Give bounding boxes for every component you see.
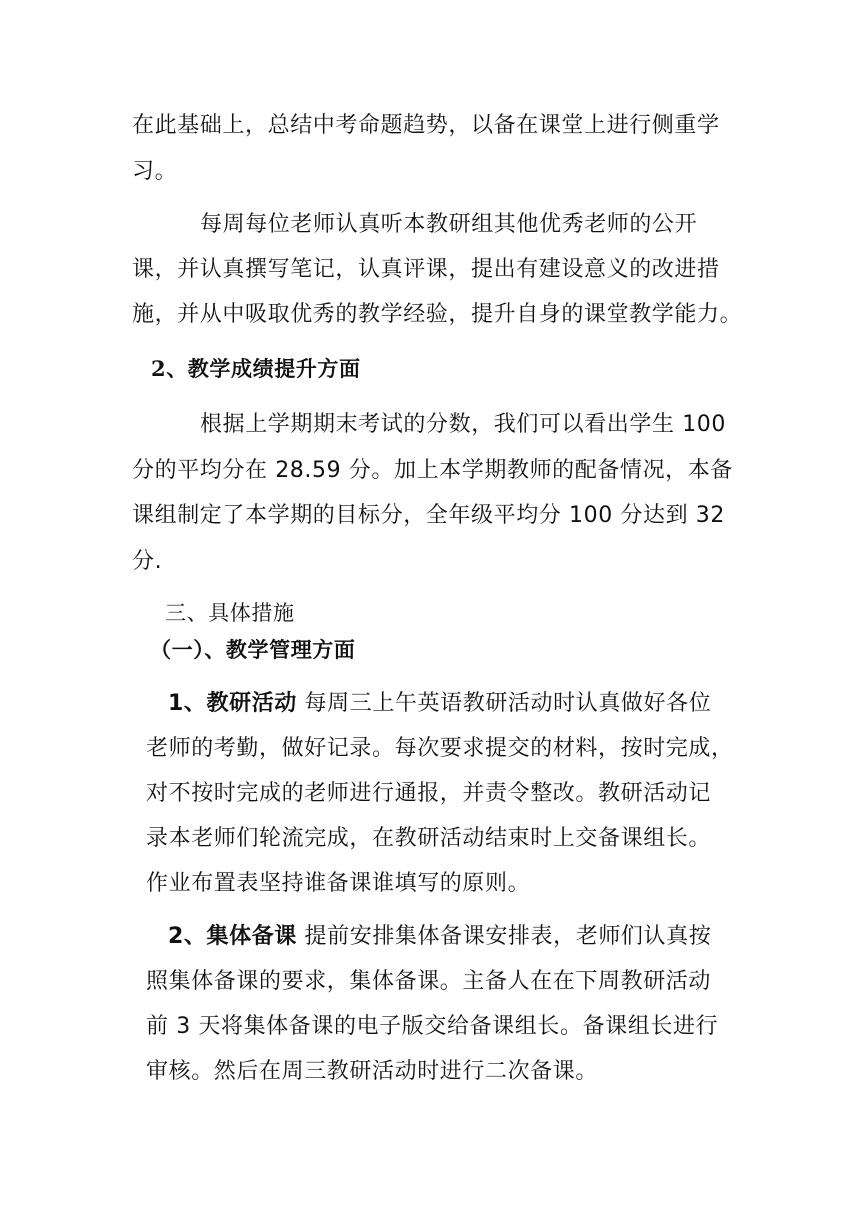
paragraph-2-line-3: 施，并从中吸取优秀的教学经验，提升自身的课堂教学能力。 xyxy=(132,302,743,327)
item-1-line-4: 录本老师们轮流完成，在教研活动结束时上交备课组长。 xyxy=(146,826,712,851)
item-2-line-3: 前 3 天将集体备课的电子版交给备课组长。备课组长进行 xyxy=(146,1014,719,1039)
item-1-line-2: 老师的考勤，做好记录。每次要求提交的材料，按时完成， xyxy=(146,736,734,761)
item-1-line-5: 作业布置表坚持谁备课谁填写的原则。 xyxy=(146,871,531,896)
paragraph-2-line-1: 每周每位老师认真听本教研组其他优秀老师的公开 xyxy=(200,212,698,237)
item-1-line-1 xyxy=(168,689,711,719)
item-1-line-3: 对不按时完成的老师进行通报，并责令整改。教研活动记 xyxy=(146,781,712,806)
section-heading-management: （一）、教学管理方面 xyxy=(150,637,356,662)
item-2-line-4: 审核。然后在周三教研活动时进行二次备课。 xyxy=(146,1059,599,1084)
item-2-line-1-rest: 提前安排集体备课安排表，老师们认真按 xyxy=(304,924,712,949)
item-2-line-1 xyxy=(168,922,711,952)
item-2-lead: 2、集体备课 xyxy=(168,924,297,949)
item-1-lead: 1、教研活动 xyxy=(168,691,297,716)
item-1-line-1-rest: 每周三上午英语教研活动时认真做好各位 xyxy=(304,691,712,716)
paragraph-3-line-1: 根据上学期期末考试的分数，我们可以看出学生 100 xyxy=(200,412,726,437)
paragraph-1-line-1: 在此基础上，总结中考命题趋势，以备在课堂上进行侧重学 xyxy=(132,113,720,138)
paragraph-3-line-2: 分的平均分在 28.59 分。加上本学期教师的配备情况，本备 xyxy=(132,458,733,483)
item-2-line-2: 照集体备课的要求，集体备课。主备人在在下周教研活动 xyxy=(146,969,712,994)
section-heading-measures: 三、具体措施 xyxy=(165,601,295,625)
paragraph-3-line-3: 课组制定了本学期的目标分，全年级平均分 100 分达到 32 xyxy=(132,503,725,528)
paragraph-1-line-2: 习。 xyxy=(132,159,178,184)
paragraph-2-line-2: 课，并认真撰写笔记，认真评课，提出有建设意义的改进措 xyxy=(132,257,720,282)
paragraph-3-line-4: 分. xyxy=(132,549,163,574)
section-heading-score: 2、教学成绩提升方面 xyxy=(151,356,361,381)
